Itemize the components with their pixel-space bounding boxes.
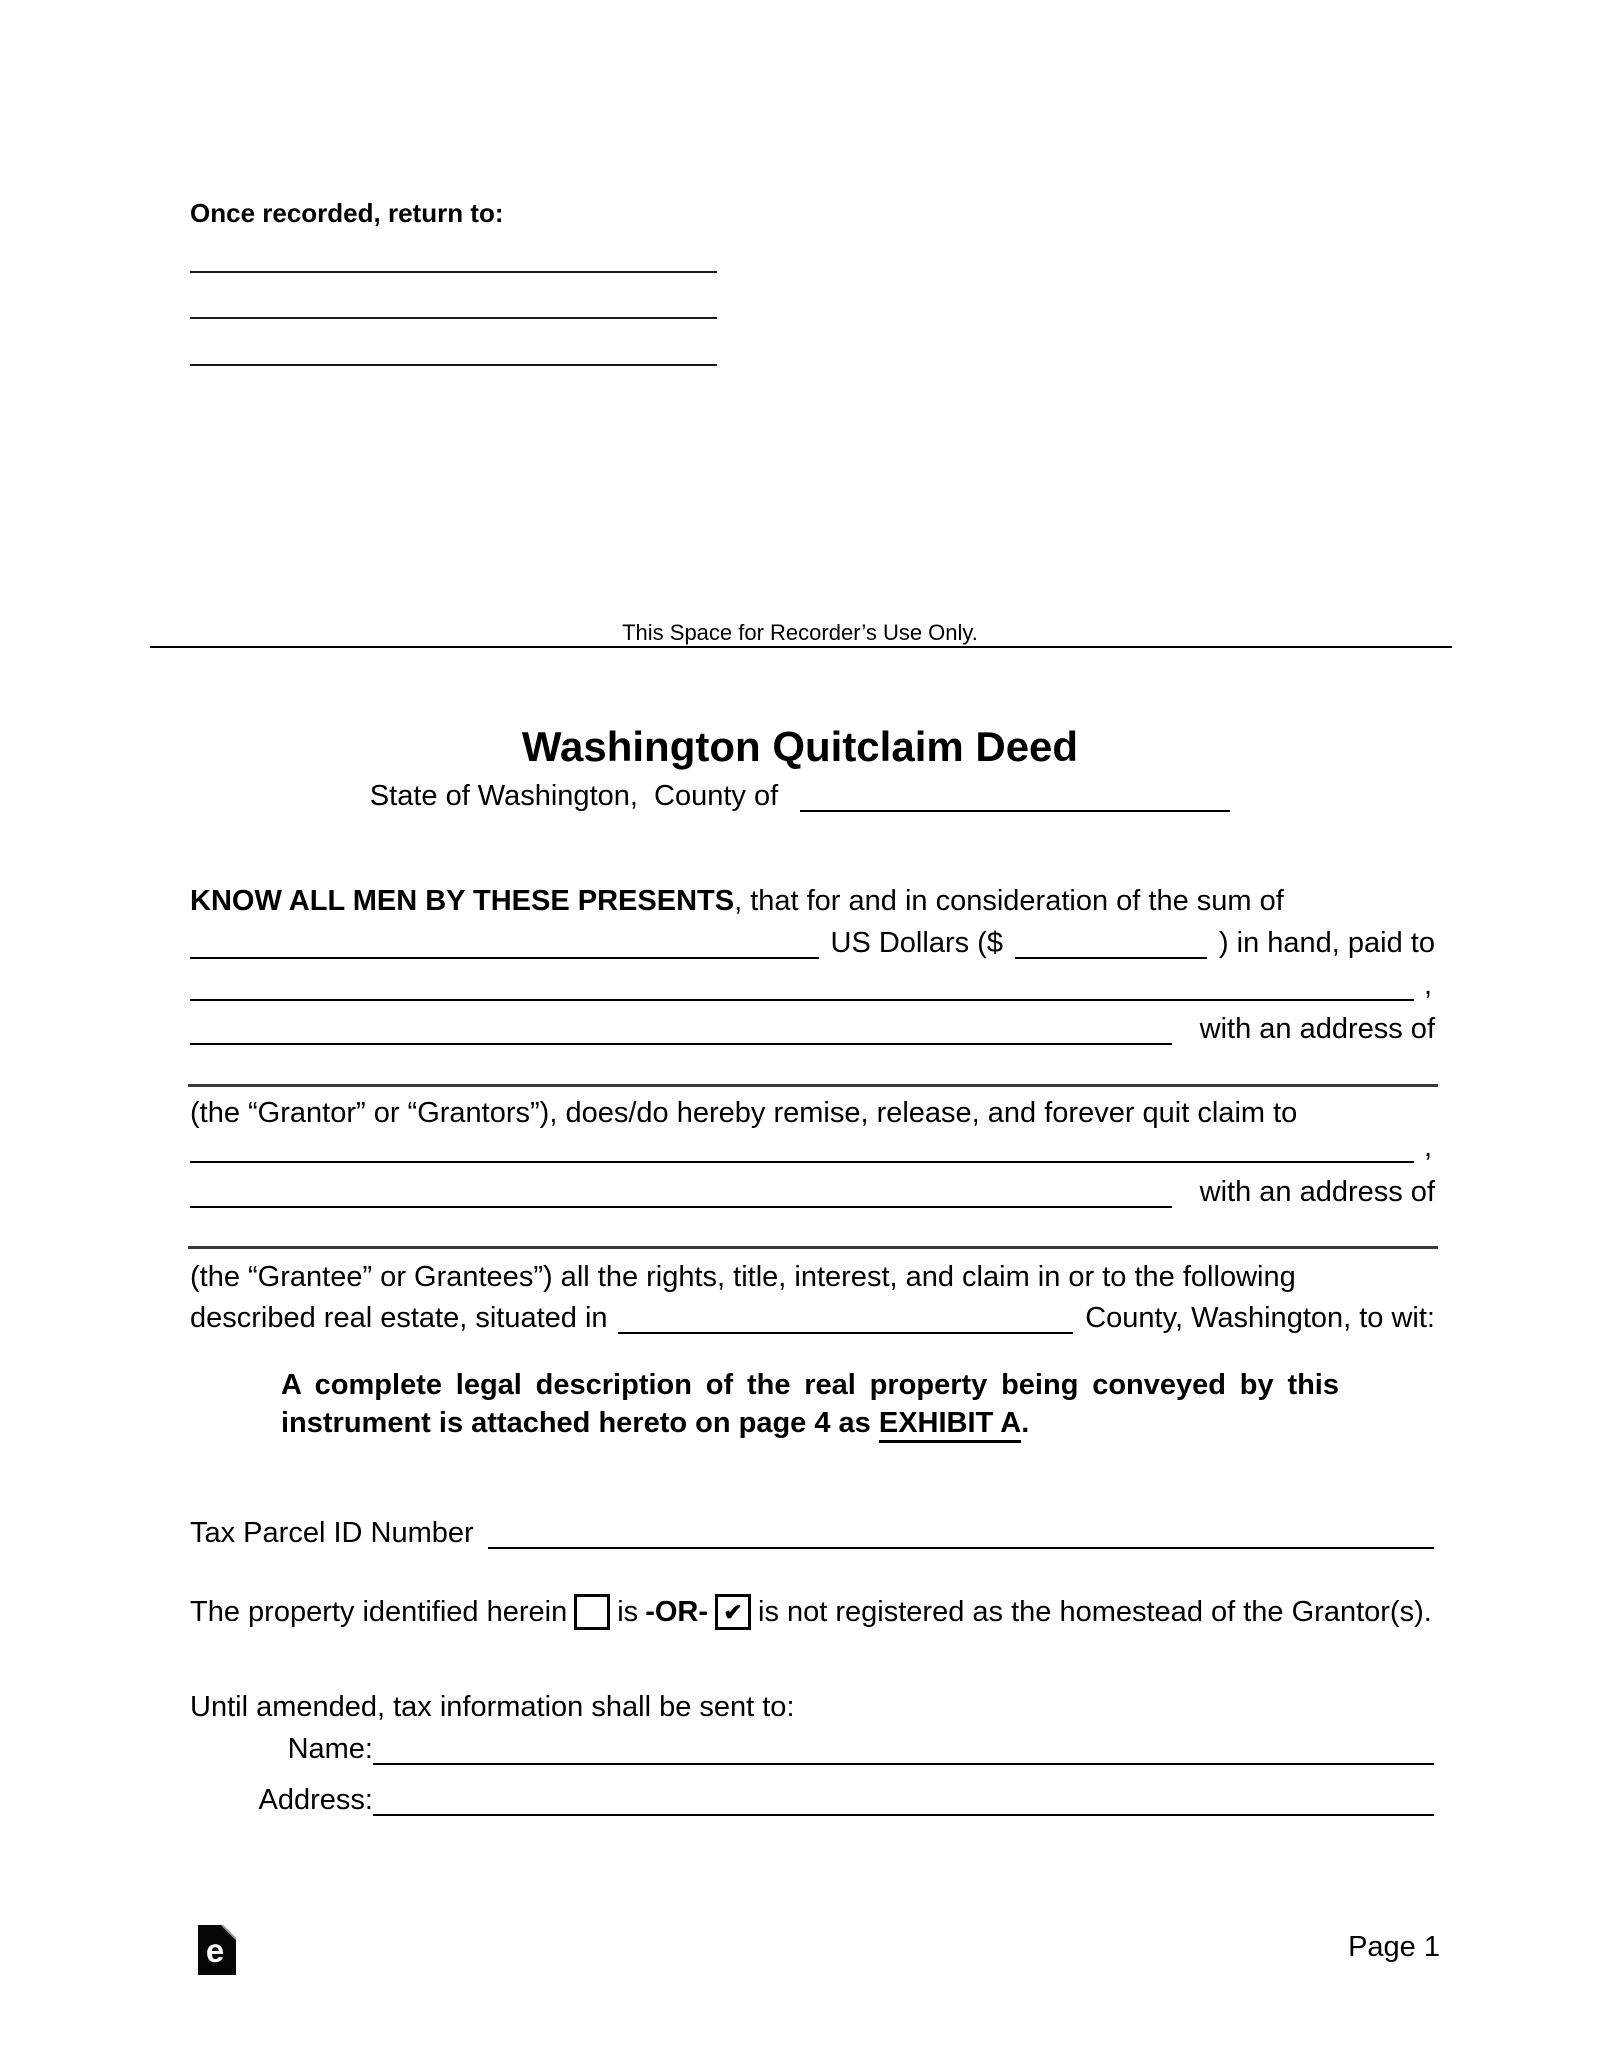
homestead-suffix-label: is not registered as the homestead of the Grantor(s).	[758, 1596, 1432, 1628]
state-county-label: State of Washington, County of	[369, 780, 779, 812]
state-county-line	[0, 776, 1600, 812]
name-blank[interactable]	[373, 1760, 1434, 1765]
return-address-line-1[interactable]	[190, 271, 717, 273]
amount-words-blank[interactable]	[190, 954, 819, 959]
with-address-label: with an address of	[1199, 1013, 1435, 1045]
grantee-clause: (the “Grantee” or Grantees”) all the rights, title, interest, and claim in or to the following	[190, 1261, 1296, 1293]
dollar-amount-row	[190, 921, 1435, 959]
grantee-address-row	[190, 1170, 1435, 1208]
in-hand-paid-to-label: ) in hand, paid to	[1218, 927, 1435, 959]
grantor-name-row	[190, 963, 1432, 1001]
consideration-clause-rest: , that for and in consideration of the sum of	[734, 885, 1284, 917]
eforms-logo-letter: e	[205, 1932, 225, 1969]
checkmark-icon: ✔	[723, 1598, 743, 1625]
legal-description-paragraph	[281, 1366, 1339, 1442]
legal-description-period: .	[1021, 1407, 1030, 1439]
grantee-name-row	[190, 1125, 1432, 1163]
grantee-section-rule	[188, 1246, 1438, 1249]
grantee-name-blank[interactable]	[190, 1158, 1414, 1163]
homestead-is-not-checkbox[interactable]	[715, 1594, 751, 1630]
return-address-line-3[interactable]	[190, 364, 717, 366]
comma-mark: ,	[1423, 1131, 1432, 1163]
address-blank[interactable]	[373, 1811, 1434, 1816]
tax-parcel-blank[interactable]	[488, 1544, 1434, 1549]
grantor-name-blank[interactable]	[190, 996, 1414, 1001]
amount-numeric-blank[interactable]	[1015, 954, 1207, 959]
recorder-use-notice: This Space for Recorder’s Use Only.	[622, 620, 978, 645]
grantor-address-row	[190, 1007, 1435, 1045]
homestead-is-label: is	[617, 1596, 639, 1628]
consideration-clause	[190, 884, 1284, 918]
county-washington-label: County, Washington, to wit:	[1085, 1302, 1435, 1334]
exhibit-a-reference: EXHIBIT A	[879, 1407, 1021, 1443]
homestead-row	[190, 1590, 1448, 1634]
return-to-label: Once recorded, return to:	[190, 198, 504, 228]
comma-mark: ,	[1423, 969, 1432, 1001]
page-title: Washington Quitclaim Deed	[521, 723, 1079, 771]
grantor-address-blank[interactable]	[190, 1040, 1172, 1045]
eforms-logo-icon	[198, 1925, 236, 1980]
tax-info-heading: Until amended, tax information shall be sent to:	[190, 1691, 795, 1723]
know-all-men-lead: KNOW ALL MEN BY THESE PRESENTS	[190, 885, 735, 917]
grantee-address-blank[interactable]	[190, 1203, 1172, 1208]
tax-parcel-label: Tax Parcel ID Number	[190, 1517, 474, 1549]
grantor-clause: (the “Grantor” or “Grantors”), does/do hereby remise, release, and forever quit claim to	[190, 1097, 1298, 1129]
homestead-prefix-label: The property identified herein	[190, 1596, 568, 1628]
homestead-or-label: -OR-	[645, 1596, 709, 1628]
legal-description-text: A complete legal description of the real property being conveyed by this instrument is attached hereto on page 4 as	[281, 1369, 1339, 1439]
with-address-label: with an address of	[1199, 1176, 1435, 1208]
homestead-is-checkbox[interactable]	[574, 1594, 610, 1630]
us-dollars-label: US Dollars ($	[830, 927, 1003, 959]
situated-in-row	[190, 1296, 1435, 1334]
situated-in-label: described real estate, situated in	[190, 1302, 608, 1334]
recorder-divider	[150, 646, 1452, 648]
grantor-section-rule	[188, 1084, 1438, 1087]
address-label: Address:	[258, 1784, 373, 1816]
tax-parcel-row	[190, 1511, 1434, 1549]
situated-county-blank[interactable]	[618, 1329, 1074, 1334]
county-blank[interactable]	[800, 807, 1230, 812]
page-number: Page 1	[1348, 1931, 1440, 1963]
tax-name-row	[190, 1727, 1434, 1765]
name-label: Name:	[287, 1733, 373, 1765]
tax-address-row	[190, 1778, 1434, 1816]
return-address-line-2[interactable]	[190, 317, 717, 319]
